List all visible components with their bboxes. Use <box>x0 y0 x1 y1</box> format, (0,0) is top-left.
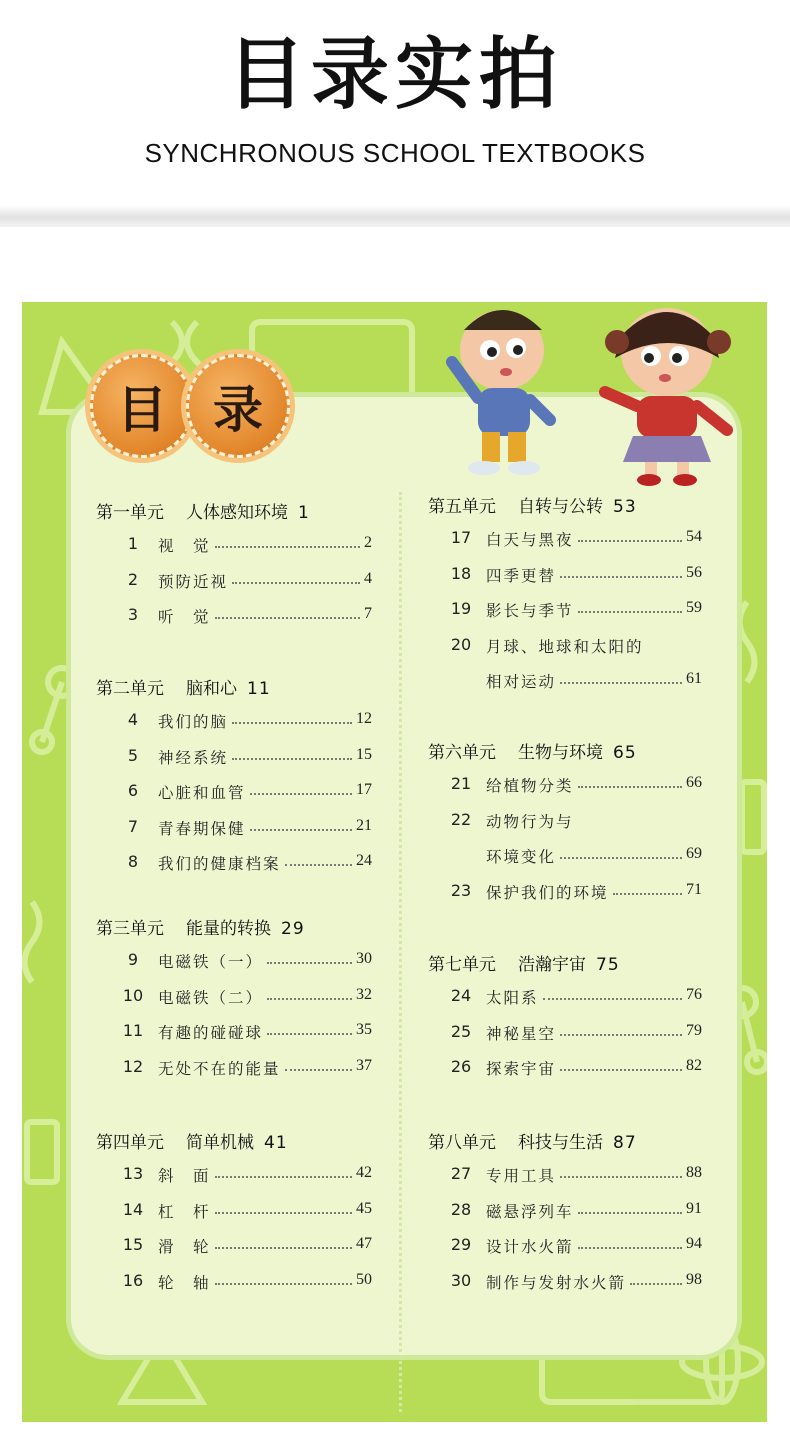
toc-entry <box>446 670 702 692</box>
toc-entry <box>118 570 372 592</box>
toc-entry <box>118 1200 372 1222</box>
toc-entry <box>118 1021 372 1043</box>
entry-title: 我们的健康档案 <box>158 855 281 873</box>
entry-title: 动物行为与 <box>486 812 574 831</box>
toc-entry <box>446 881 702 903</box>
unit-page: 65 <box>613 743 637 763</box>
unit-heading <box>428 738 637 763</box>
entry-leader-dots <box>560 682 682 684</box>
entry-page: 61 <box>686 670 702 687</box>
entry-number: 16 <box>122 1270 144 1290</box>
entry-title: 白天与黑夜 <box>486 531 574 549</box>
entry-title: 轮 轴 <box>158 1273 211 1292</box>
cartoon-girl-illustration <box>587 302 747 487</box>
entry-leader-dots <box>560 1176 682 1178</box>
entry-leader-dots <box>215 1283 352 1285</box>
column-divider <box>399 492 402 1412</box>
entry-leader-dots <box>267 962 352 964</box>
entry-number: 11 <box>122 1021 144 1040</box>
entry-page: 69 <box>686 845 702 862</box>
toc-entry <box>118 1057 372 1079</box>
entry-number: 17 <box>450 528 472 547</box>
entry-title: 环境变化 <box>486 848 557 866</box>
unit-page: 1 <box>298 503 310 523</box>
entry-number: 12 <box>122 1056 144 1076</box>
entry-number: 28 <box>450 1199 472 1219</box>
page-title: 目录实拍 <box>226 30 563 120</box>
entry-leader-dots <box>578 540 682 542</box>
entry-page: 15 <box>356 745 372 763</box>
toc-entry <box>118 1235 372 1257</box>
entry-page: 37 <box>356 1056 372 1074</box>
toc-entry <box>446 1271 702 1293</box>
entry-number: 26 <box>450 1057 472 1076</box>
entry-page: 17 <box>356 781 372 798</box>
entry-title: 太阳系 <box>486 989 539 1007</box>
unit-number: 第三单元 <box>96 919 164 939</box>
entry-leader-dots <box>267 1033 352 1035</box>
toc-entry <box>118 605 372 627</box>
entry-title: 制作与发射水火箭 <box>486 1273 627 1292</box>
toc-entry <box>446 845 702 867</box>
entry-page: 98 <box>686 1270 702 1288</box>
entry-title: 设计水火箭 <box>486 1238 574 1256</box>
entry-number: 15 <box>122 1235 144 1254</box>
page-subtitle: SYNCHRONOUS SCHOOL TEXTBOOKS <box>144 138 646 168</box>
unit-name: 人体感知环境 <box>186 503 288 523</box>
entry-leader-dots <box>578 611 682 613</box>
toc-entry <box>118 1271 372 1293</box>
entry-number: 8 <box>127 852 139 871</box>
entry-page: 4 <box>364 569 372 587</box>
toc-entry <box>118 746 372 768</box>
toc-entry <box>118 950 372 972</box>
entry-number: 21 <box>450 774 472 793</box>
toc-entry <box>118 781 372 803</box>
unit-number: 第五单元 <box>428 497 496 517</box>
unit-page: 41 <box>264 1133 288 1153</box>
header-divider <box>0 205 790 227</box>
entry-page: 47 <box>356 1235 372 1252</box>
unit-name: 浩瀚宇宙 <box>518 955 586 975</box>
unit-name: 能量的转换 <box>186 919 271 939</box>
toc-entry <box>446 1235 702 1257</box>
toc-entry <box>446 986 702 1008</box>
toc-entry <box>446 599 702 621</box>
entry-number: 10 <box>122 985 144 1005</box>
entry-leader-dots <box>215 1176 352 1178</box>
unit-page: 53 <box>613 497 637 517</box>
entry-title: 神经系统 <box>158 748 229 767</box>
entry-title: 杠 杆 <box>158 1202 211 1221</box>
entry-number: 22 <box>450 809 472 829</box>
entry-title: 视 觉 <box>158 537 211 555</box>
toc-entry <box>118 986 372 1008</box>
entry-leader-dots <box>560 1034 682 1036</box>
toc-entry <box>446 1200 702 1222</box>
entry-title: 探索宇宙 <box>486 1060 557 1078</box>
toc-entry <box>446 635 702 657</box>
unit-name: 脑和心 <box>186 679 237 699</box>
entry-title: 滑 轮 <box>158 1238 211 1256</box>
entry-page: 91 <box>686 1199 702 1217</box>
entry-number: 14 <box>122 1199 144 1219</box>
toc-entry <box>446 1164 702 1186</box>
toc-entry <box>118 852 372 874</box>
entry-leader-dots <box>267 998 352 1000</box>
entry-leader-dots <box>543 998 682 1000</box>
toc-entry <box>446 810 702 832</box>
entry-title: 斜 面 <box>158 1167 211 1185</box>
unit-heading <box>428 950 620 975</box>
unit-page: 87 <box>613 1133 637 1153</box>
entry-page: 79 <box>686 1021 702 1039</box>
entry-number: 25 <box>450 1021 472 1041</box>
toc-entry <box>118 534 372 556</box>
entry-title: 心脏和血管 <box>158 784 246 802</box>
entry-page: 82 <box>686 1057 702 1074</box>
entry-page: 56 <box>686 563 702 581</box>
unit-heading <box>96 1128 288 1153</box>
toc-entry <box>118 710 372 732</box>
entry-page: 45 <box>356 1199 372 1217</box>
unit-number: 第六单元 <box>428 743 496 763</box>
entry-page: 88 <box>686 1164 702 1181</box>
entry-title: 预防近视 <box>158 572 229 591</box>
entry-page: 66 <box>686 774 702 791</box>
entry-number: 2 <box>127 569 139 589</box>
entry-page: 76 <box>686 986 702 1003</box>
toc-entry <box>118 1164 372 1186</box>
entry-page: 30 <box>356 950 372 967</box>
entry-number: 29 <box>450 1235 472 1254</box>
unit-page: 11 <box>247 679 271 699</box>
entry-number: 4 <box>127 710 139 729</box>
entry-number: 30 <box>450 1270 472 1290</box>
entry-leader-dots <box>560 1069 682 1071</box>
toc-photo <box>22 302 767 1422</box>
unit-heading <box>428 492 637 517</box>
entry-leader-dots <box>578 1212 682 1214</box>
unit-page: 29 <box>281 919 305 939</box>
entry-page: 7 <box>364 605 372 622</box>
entry-number: 13 <box>122 1164 144 1183</box>
entry-leader-dots <box>215 617 360 619</box>
entry-leader-dots <box>630 1283 682 1285</box>
entry-leader-dots <box>215 1212 352 1214</box>
entry-page: 21 <box>356 816 372 834</box>
entry-leader-dots <box>232 722 352 724</box>
entry-leader-dots <box>215 546 360 548</box>
entry-leader-dots <box>285 1069 352 1071</box>
unit-number: 第八单元 <box>428 1133 496 1153</box>
entry-page: 54 <box>686 528 702 545</box>
entry-number: 7 <box>127 816 139 836</box>
entry-number: 6 <box>127 781 139 800</box>
toc-entry <box>446 564 702 586</box>
toc-entry <box>118 817 372 839</box>
toc-entry <box>446 1022 702 1044</box>
entry-title: 相对运动 <box>486 673 557 691</box>
entry-leader-dots <box>250 829 352 831</box>
entry-page: 32 <box>356 985 372 1003</box>
entry-number: 20 <box>450 634 472 654</box>
entry-title: 我们的脑 <box>158 713 229 731</box>
toc-entry <box>446 528 702 550</box>
entry-leader-dots <box>250 793 352 795</box>
toc-entry <box>446 774 702 796</box>
entry-page: 2 <box>364 534 372 551</box>
entry-number: 3 <box>127 605 139 624</box>
entry-title: 电磁铁（二） <box>158 988 264 1007</box>
unit-number: 第四单元 <box>96 1133 164 1153</box>
entry-title: 专用工具 <box>486 1167 557 1185</box>
unit-number: 第二单元 <box>96 679 164 699</box>
entry-title: 磁悬浮列车 <box>486 1202 574 1221</box>
entry-title: 保护我们的环境 <box>486 883 609 902</box>
entry-leader-dots <box>578 786 682 788</box>
entry-page: 50 <box>356 1270 372 1288</box>
entry-number: 1 <box>127 534 139 553</box>
entry-page: 94 <box>686 1235 702 1252</box>
unit-heading <box>96 498 310 523</box>
entry-leader-dots <box>285 864 352 866</box>
entry-title: 四季更替 <box>486 566 557 585</box>
entry-number: 18 <box>450 563 472 583</box>
entry-title: 神秘星空 <box>486 1024 557 1043</box>
entry-page: 59 <box>686 599 702 616</box>
entry-title: 影长与季节 <box>486 602 574 620</box>
entry-title: 青春期保健 <box>158 819 246 838</box>
entry-leader-dots <box>560 857 682 859</box>
entry-title: 听 觉 <box>158 608 211 626</box>
entry-page: 35 <box>356 1021 372 1038</box>
entry-number: 24 <box>450 986 472 1005</box>
entry-page: 12 <box>356 710 372 727</box>
toc-badge-char-2: 录 <box>186 354 290 458</box>
entry-leader-dots <box>560 576 682 578</box>
entry-leader-dots <box>578 1247 682 1249</box>
unit-page: 75 <box>596 955 620 975</box>
unit-heading <box>96 674 271 699</box>
entry-number: 9 <box>127 950 139 969</box>
entry-title: 月球、地球和太阳的 <box>486 637 644 656</box>
unit-name: 简单机械 <box>186 1133 254 1153</box>
entry-number: 23 <box>450 880 472 900</box>
entry-page: 71 <box>686 880 702 898</box>
entry-number: 19 <box>450 599 472 618</box>
entry-leader-dots <box>232 582 360 584</box>
unit-name: 科技与生活 <box>518 1133 603 1153</box>
entry-title: 给植物分类 <box>486 777 574 795</box>
cartoon-boy-illustration <box>432 302 572 482</box>
unit-name: 自转与公转 <box>518 497 603 517</box>
toc-entry <box>446 1057 702 1079</box>
toc-badge-char-1: 目 <box>90 354 194 458</box>
unit-heading <box>96 914 305 939</box>
entry-number: 27 <box>450 1164 472 1183</box>
unit-heading <box>428 1128 637 1153</box>
entry-leader-dots <box>215 1247 352 1249</box>
entry-number: 5 <box>127 745 139 765</box>
unit-number: 第一单元 <box>96 503 164 523</box>
entry-title: 电磁铁（一） <box>158 953 264 971</box>
entry-leader-dots <box>613 893 682 895</box>
unit-name: 生物与环境 <box>518 743 603 763</box>
entry-page: 24 <box>356 852 372 869</box>
entry-title: 无处不在的能量 <box>158 1059 281 1078</box>
entry-title: 有趣的碰碰球 <box>158 1024 264 1042</box>
entry-leader-dots <box>232 758 352 760</box>
unit-number: 第七单元 <box>428 955 496 975</box>
entry-page: 42 <box>356 1164 372 1181</box>
